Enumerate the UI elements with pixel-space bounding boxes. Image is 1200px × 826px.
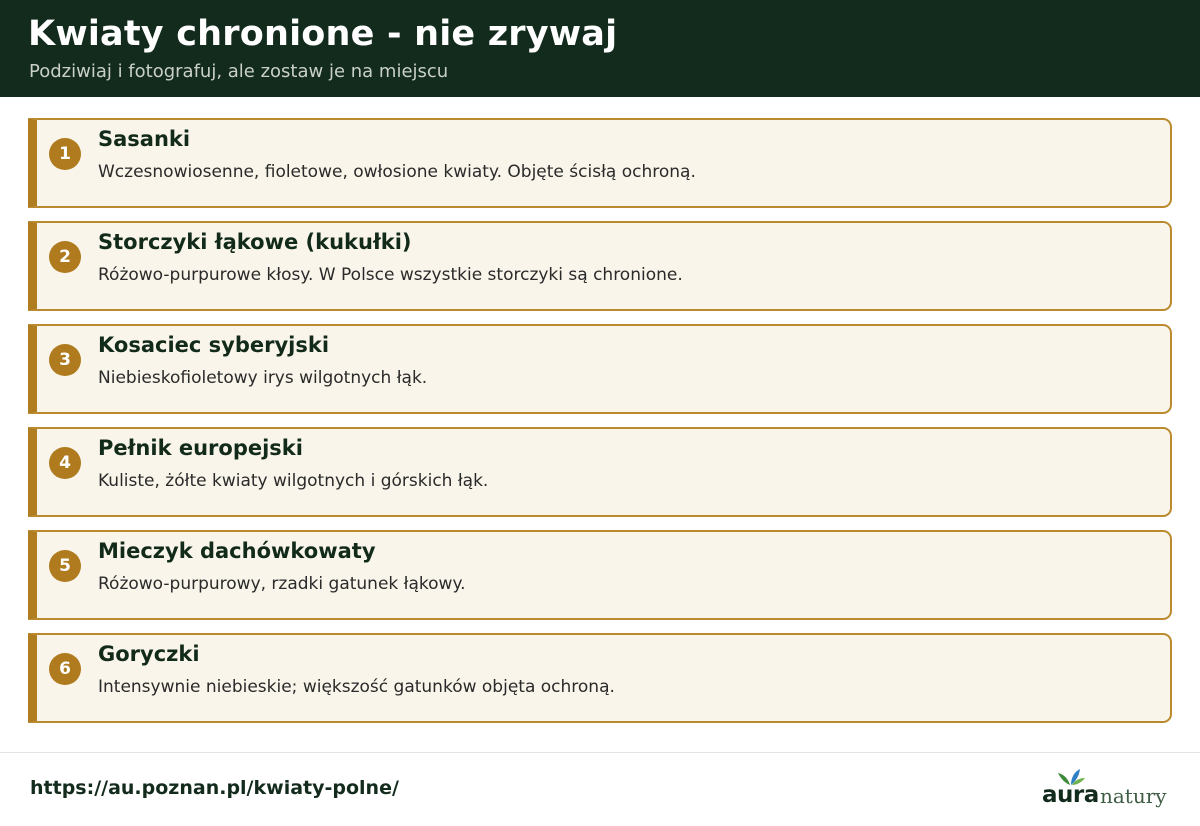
logo-wordmark-bold: aura [1042,782,1099,808]
item-number-badge: 5 [49,550,81,582]
footer-divider [0,752,1200,753]
item-number-badge: 3 [49,344,81,376]
flower-name: Sasanki [98,127,191,151]
flower-card [28,118,1172,208]
flower-description: Różowo-purpurowe kłosy. W Polsce wszystkie storczyki są chronione. [98,265,683,285]
flower-description: Niebieskofioletowy irys wilgotnych łąk. [98,368,428,388]
item-number-badge: 6 [49,653,81,685]
flower-description: Wczesnowiosenne, fioletowe, owłosione kwiaty. Objęte ścisłą ochroną. [98,162,696,182]
flower-name: Goryczki [98,642,200,666]
item-number-badge: 4 [49,447,81,479]
flower-name: Pełnik europejski [98,436,303,460]
flower-card [28,633,1172,723]
flower-card [28,221,1172,311]
flower-name: Mieczyk dachówkowaty [98,539,376,563]
flower-description: Intensywnie niebieskie; większość gatunków objęta ochroną. [98,677,615,697]
page-subtitle: Podziwiaj i fotografuj, ale zostaw je na miejscu [29,61,449,82]
flower-card [28,427,1172,517]
item-number-badge: 1 [49,138,81,170]
brand-logo [1040,768,1175,812]
flower-name: Kosaciec syberyjski [98,333,330,357]
logo-wordmark-light: natury [1100,784,1167,808]
source-link[interactable]: https://au.poznan.pl/kwiaty-polne/ [30,777,399,799]
page-title: Kwiaty chronione - nie zrywaj [28,14,618,54]
flower-card [28,324,1172,414]
flower-name: Storczyki łąkowe (kukułki) [98,230,412,254]
flower-description: Różowo-purpurowy, rzadki gatunek łąkowy. [98,574,466,594]
item-number-badge: 2 [49,241,81,273]
page-header [0,0,1200,97]
flower-description: Kuliste, żółte kwiaty wilgotnych i górskich łąk. [98,471,489,491]
flower-card [28,530,1172,620]
